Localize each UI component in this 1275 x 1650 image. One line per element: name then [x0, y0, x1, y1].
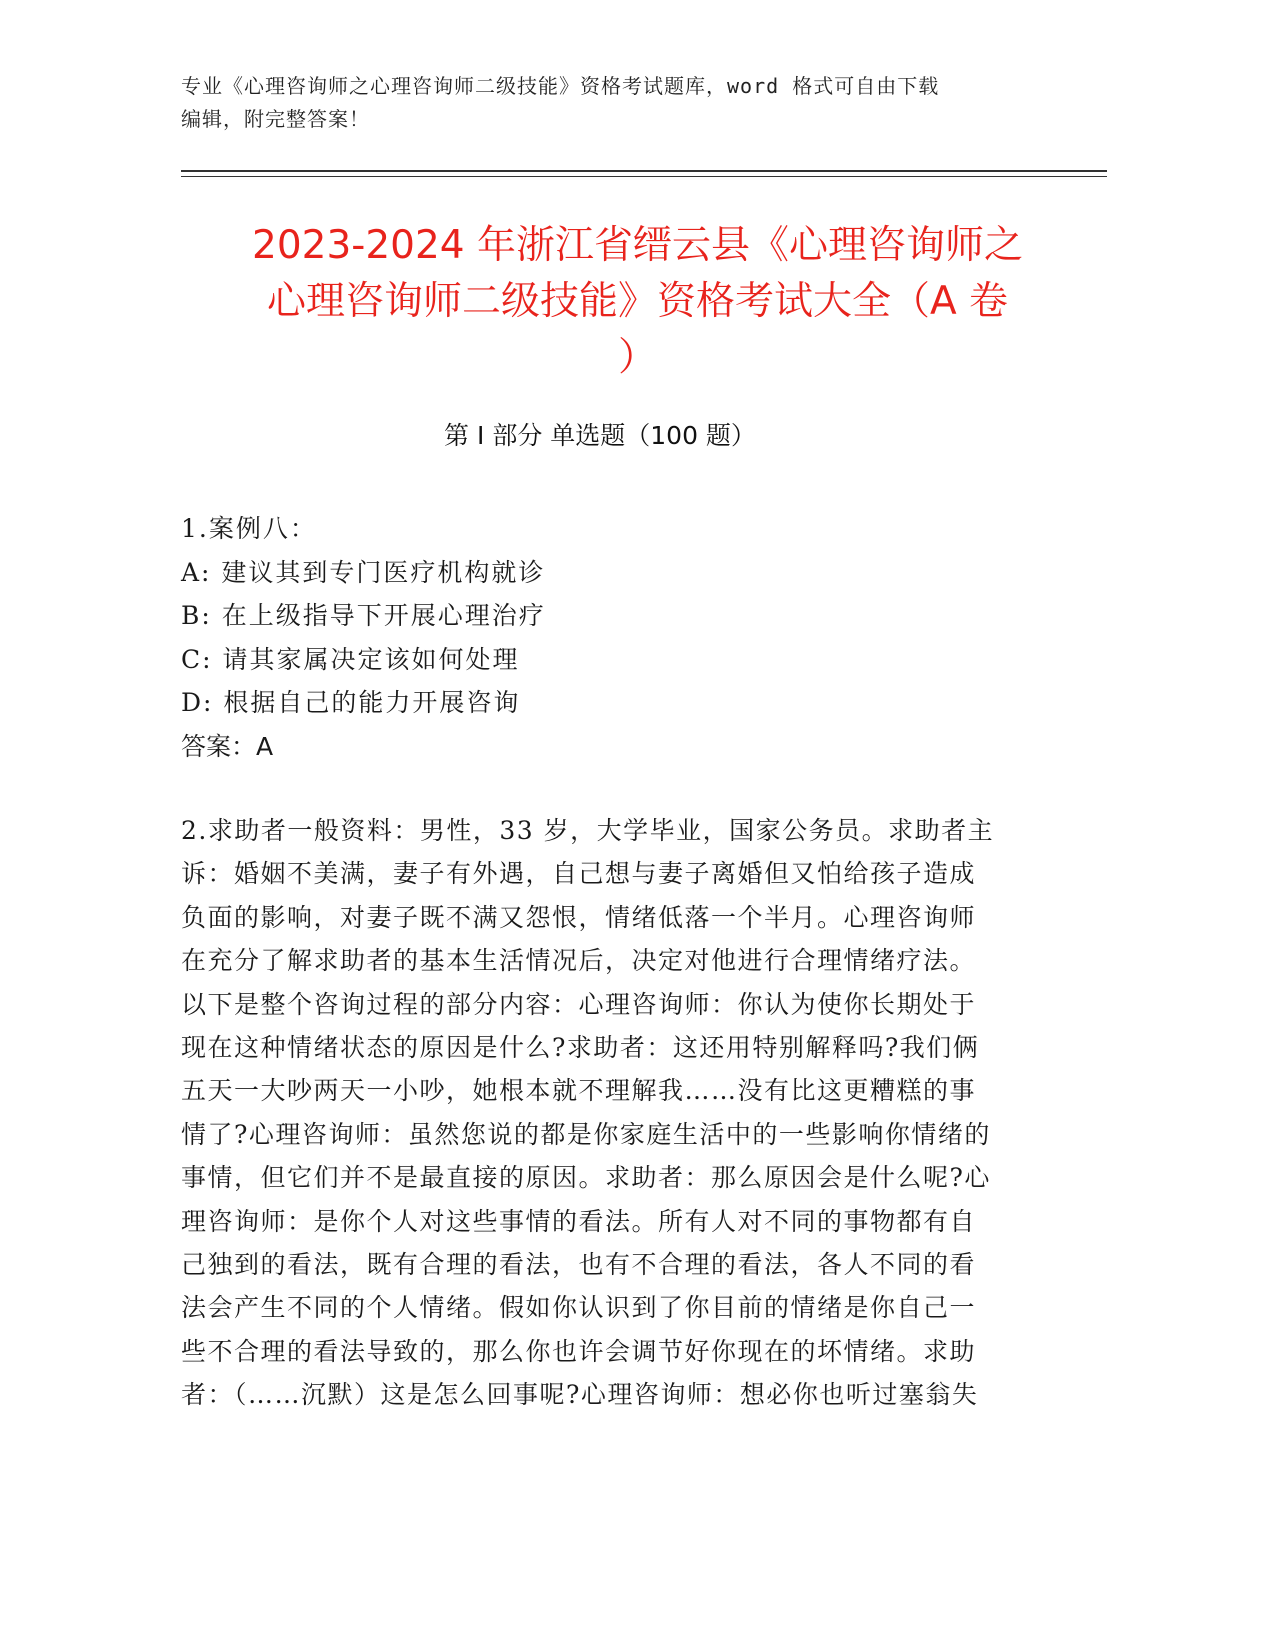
question-text-line: 2.求助者一般资料：男性，33 岁，大学毕业，国家公务员。求助者主	[181, 816, 995, 845]
document-title	[160, 218, 1115, 386]
question-text-line: 法会产生不同的个人情绪。假如你认识到了你目前的情绪是你自己一	[181, 1293, 977, 1323]
option-a: A: 建议其到专门医疗机构就诊	[181, 557, 546, 587]
header-note-line-1: 专业《心理咨询师之心理咨询师二级技能》资格考试题库，word 格式可自由下载	[181, 74, 940, 98]
question-1	[181, 507, 1041, 768]
question-text-line: 情了?心理咨询师：虽然您说的都是你家庭生活中的一些影响你情绪的	[181, 1119, 991, 1149]
answer-line: 答案：A	[181, 731, 274, 761]
document-title-line-2: 心理咨询师二级技能》资格考试大全（A 卷	[266, 279, 1009, 324]
option-d: D: 根据自己的能力开展咨询	[181, 688, 521, 717]
question-text-line: 些不合理的看法导致的，那么你也许会调节好你现在的坏情绪。求助	[181, 1336, 977, 1366]
question-text-line: 以下是整个咨询过程的部分内容：心理咨询师：你认为使你长期处于	[181, 989, 977, 1019]
question-text-line: 在充分了解求助者的基本生活情况后，决定对他进行合理情绪疗法。	[181, 946, 977, 976]
header-divider-thin	[181, 176, 1107, 177]
question-text-line: 五天一大吵两天一小吵，她根本就不理解我……没有比这更糟糕的事	[181, 1076, 977, 1106]
option-b: B: 在上级指导下开展心理治疗	[181, 601, 546, 630]
question-text-line: 者：（……沉默）这是怎么回事呢?心理咨询师：想必你也听过塞翁失	[181, 1380, 979, 1410]
option-c: C: 请其家属决定该如何处理	[181, 644, 520, 674]
question-2	[181, 809, 1041, 1417]
header-note-line-2: 编辑，附完整答案！	[181, 107, 370, 131]
question-text-line: 诉：婚姻不美满，妻子有外遇，自己想与妻子离婚但又怕给孩子造成	[181, 859, 977, 889]
question-text-line: 负面的影响，对妻子既不满又怨恨，情绪低落一个半月。心理咨询师	[181, 902, 977, 932]
question-text-line: 事情，但它们并不是最直接的原因。求助者：那么原因会是什么呢?心	[181, 1163, 991, 1193]
header-divider-thick	[181, 170, 1107, 172]
document-title-line-3: ）	[617, 335, 657, 380]
question-text-line: 现在这种情绪状态的原因是什么?求助者：这还用特别解释吗?我们俩	[181, 1033, 980, 1063]
header-note	[181, 70, 1041, 136]
document-title-line-1: 2023-2024 年浙江省缙云县《心理咨询师之	[252, 223, 1023, 268]
question-text-line: 理咨询师：是你个人对这些事情的看法。所有人对不同的事物都有自	[181, 1206, 977, 1236]
question-stem: 1.案例八：	[181, 514, 317, 543]
section-title: 第 I 部分 单选题（100 题）	[444, 421, 756, 450]
question-text-line: 己独到的看法，既有合理的看法，也有不合理的看法，各人不同的看	[181, 1250, 977, 1280]
